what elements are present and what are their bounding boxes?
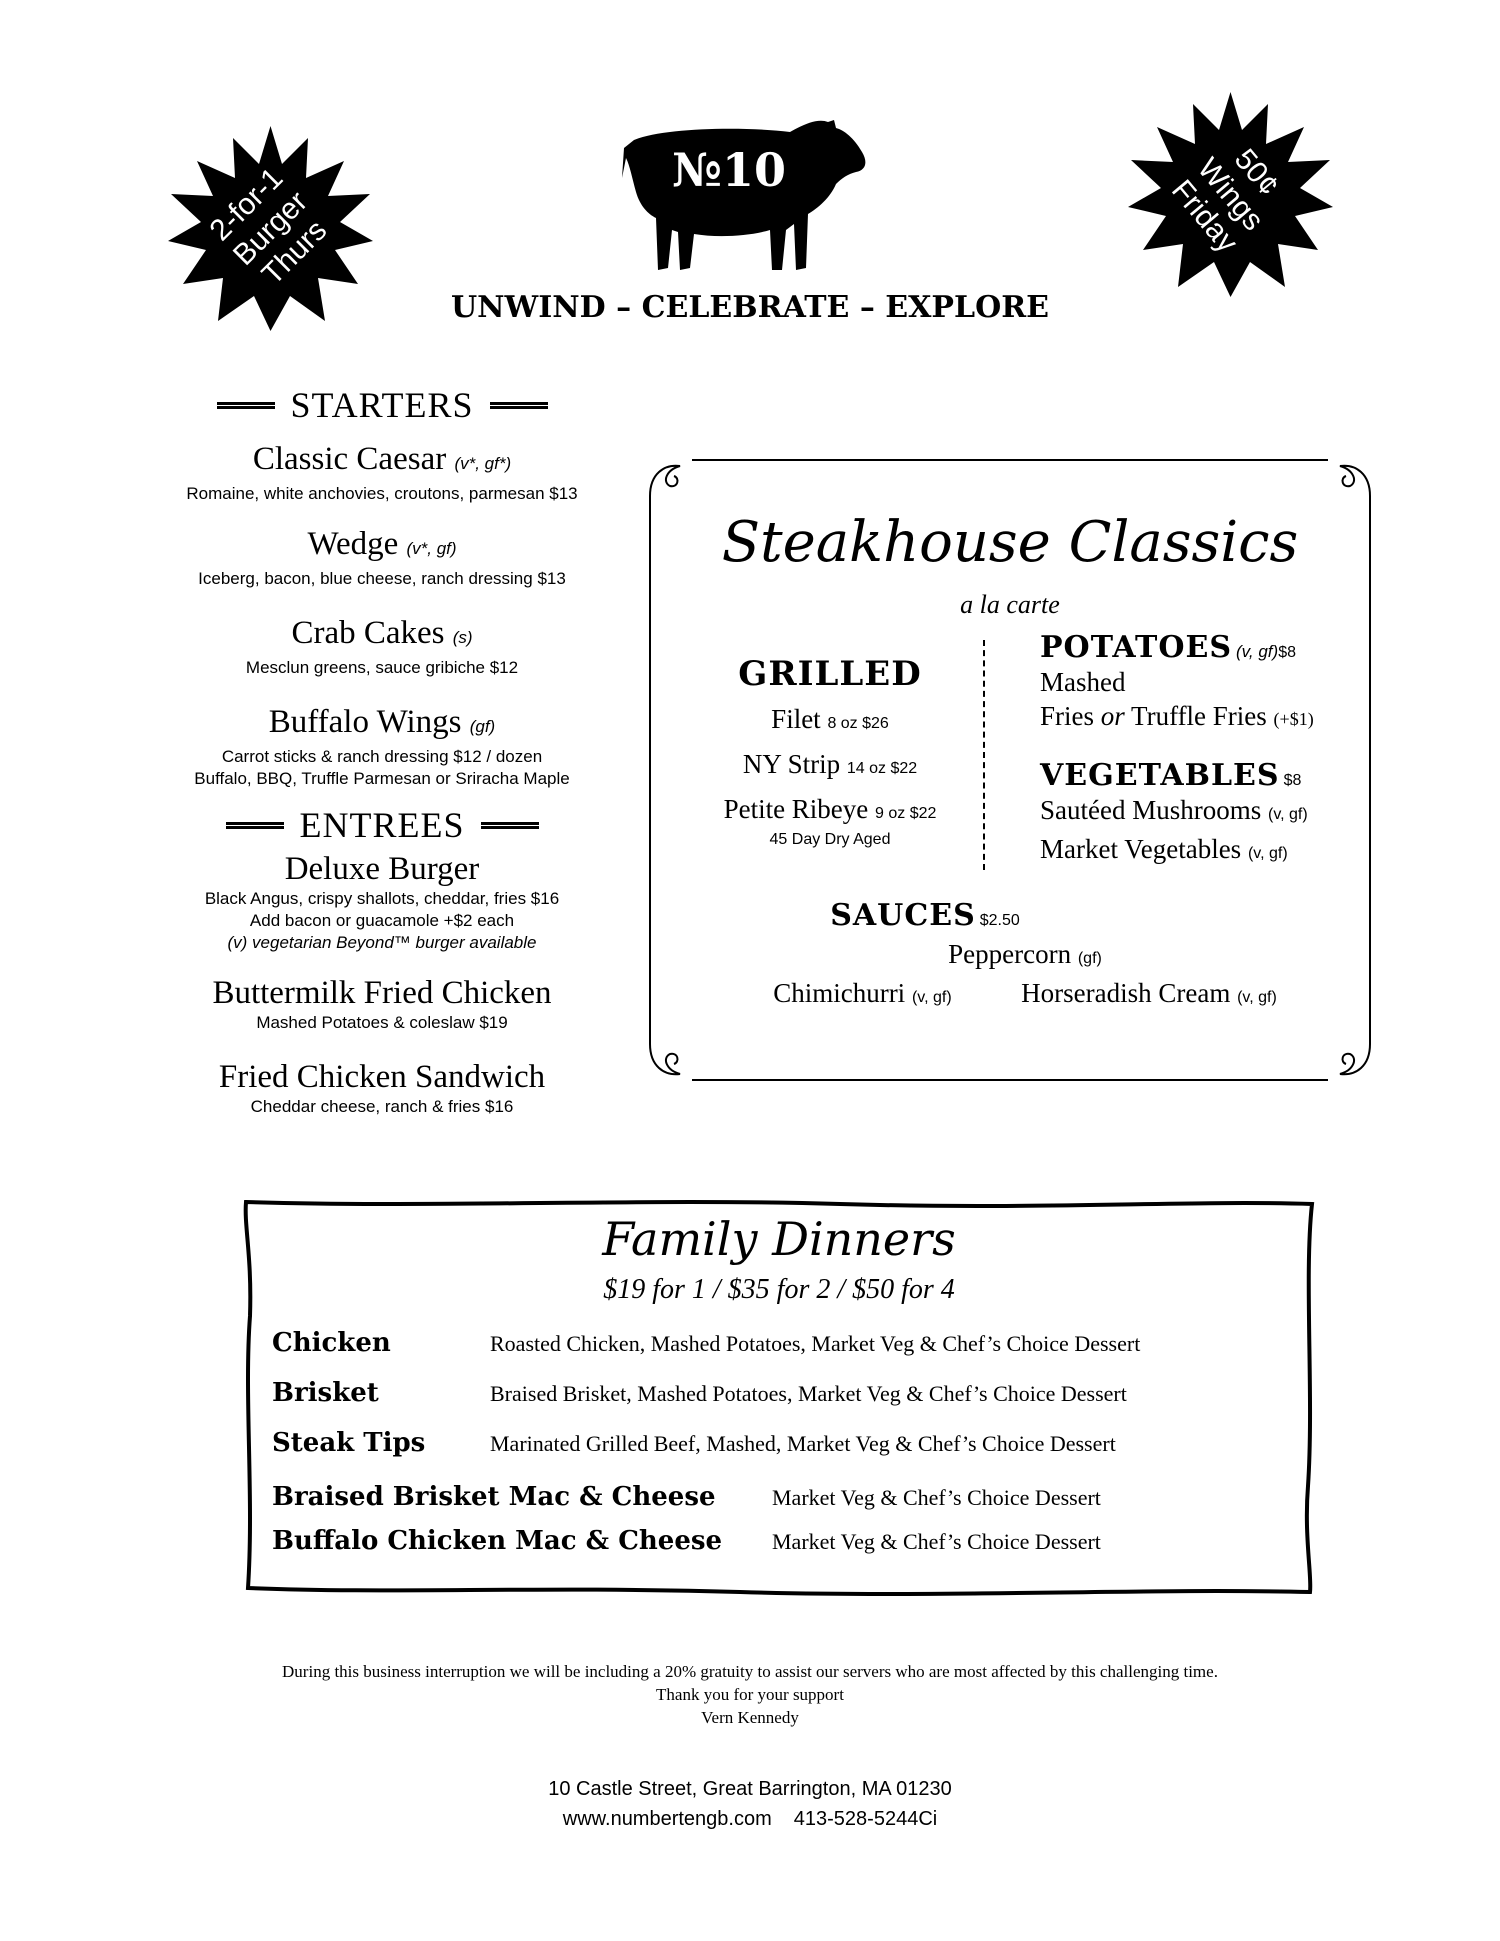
item-name: NY Strip (742, 749, 841, 779)
list-item (162, 1058, 602, 1118)
sauces-section (700, 898, 1350, 1015)
item-detail: 8 oz $26 (827, 715, 889, 732)
item-name: Market Vegetables (1040, 834, 1242, 864)
list-item (680, 702, 980, 741)
row-label: Chicken (272, 1328, 391, 1358)
item-desc: Add bacon or guacamole +$2 each (249, 911, 515, 930)
notice (150, 1660, 1350, 1729)
item-tag: (v, gf) (1236, 642, 1279, 661)
row-desc: Roasted Chicken, Mashed Potatoes, Market Veg & Chef’s Choice Dessert (490, 1331, 1141, 1356)
item-name: Classic Caesar (252, 441, 447, 477)
table-row (272, 1482, 1292, 1526)
steakhouse-subtitle: a la carte (960, 590, 1060, 619)
list-item (1021, 978, 1277, 1008)
divider (490, 402, 548, 409)
item-name: Truffle Fries (1131, 701, 1267, 731)
item-desc: Buffalo, BBQ, Truffle Parmesan or Sriracha Maple (194, 769, 570, 788)
potatoes-heading: POTATOES (1040, 630, 1232, 665)
item-tag: (s) (452, 628, 473, 647)
grilled-heading: GRILLED (738, 654, 922, 694)
notice-line: During this business interruption we will be including a 20% gratuity to assist our servers who are most affected by this challenging time. (282, 1662, 1218, 1681)
item-name: Chimichurri (773, 978, 906, 1008)
grilled-note: 45 Day Dry Aged (769, 831, 891, 848)
steakhouse-title: Steakhouse Classics (721, 510, 1299, 575)
item-name: Fries (1040, 701, 1094, 731)
item-desc: Carrot sticks & ranch dressing $12 / dozen (221, 747, 543, 766)
row-desc: Braised Brisket, Mashed Potatoes, Market Veg & Chef’s Choice Dessert (490, 1381, 1127, 1406)
item-desc: Iceberg, bacon, blue cheese, ranch dressing $13 (198, 569, 566, 588)
item-desc: Cheddar cheese, ranch & fries $16 (250, 1097, 514, 1116)
item-name: Deluxe Burger (284, 851, 480, 887)
item-tag: (v, gf) (1267, 806, 1308, 823)
item-tag: (v*, gf*) (454, 454, 512, 473)
item-tag: (v, gf) (1237, 989, 1277, 1006)
logo-text: №10 (671, 143, 786, 197)
item-name: Sautéed Mushrooms (1040, 795, 1262, 825)
list-item (162, 703, 602, 790)
row-label: Steak Tips (272, 1428, 426, 1458)
table-row (272, 1328, 1292, 1378)
list-item (700, 937, 1350, 976)
badge-right-text: 50¢ Wings Friday (1165, 142, 1286, 259)
potatoes-line-2 (1040, 699, 1370, 736)
badge-burger-thursday (168, 126, 373, 331)
divider (481, 822, 539, 829)
footer (300, 1774, 1200, 1834)
starters-section (162, 384, 602, 1118)
sauces-heading: SAUCES (830, 898, 976, 933)
grilled-section (680, 654, 980, 849)
starters-heading (162, 384, 602, 426)
item-desc: Black Angus, crispy shallots, cheddar, fries $16 (204, 889, 560, 908)
family-pricing: $19 for 1 / $35 for 2 / $50 for 4 (603, 1274, 955, 1305)
item-name: Filet (771, 704, 821, 734)
item-name: Fried Chicken Sandwich (218, 1059, 546, 1095)
potatoes-line-1: Mashed (1040, 667, 1126, 697)
family-list (272, 1328, 1292, 1570)
tagline: UNWIND – CELEBRATE – EXPLORE (450, 290, 1050, 325)
item-name: Wedge (307, 526, 399, 562)
item-tag: (v*, gf) (406, 539, 457, 558)
item-desc: Mashed Potatoes & coleslaw $19 (256, 1013, 508, 1032)
row-label: Buffalo Chicken Mac & Cheese (272, 1526, 723, 1556)
list-item (1040, 832, 1370, 871)
item-price: $2.50 (979, 912, 1020, 929)
badge-left-text: 2-for-1 Burger Thurs (203, 161, 333, 291)
item-tag: (gf) (1077, 950, 1102, 967)
entrees-title: ENTREES (299, 805, 465, 845)
entrees-heading (162, 804, 602, 846)
item-tag: (v, gf) (1247, 845, 1288, 862)
row-desc: Market Veg & Chef’s Choice Dessert (772, 1529, 1101, 1554)
footer-website[interactable]: www.numbertengb.com (562, 1808, 772, 1830)
column-divider (983, 640, 985, 870)
bull-logo (622, 118, 872, 280)
sauces-row (700, 976, 1350, 1015)
divider (226, 822, 284, 829)
table-row (272, 1378, 1292, 1428)
row-label: Brisket (272, 1378, 379, 1408)
item-name: Crab Cakes (291, 615, 445, 651)
item-tag: (gf) (469, 717, 496, 736)
item-detail: 14 oz $22 (846, 760, 918, 777)
item-desc: (v) vegetarian Beyond™ burger available (227, 933, 537, 952)
list-item (680, 747, 980, 786)
item-desc: Mesclun greens, sauce gribiche $12 (245, 658, 519, 677)
starters-title: STARTERS (290, 385, 474, 425)
item-name: Petite Ribeye (723, 794, 869, 824)
item-desc: Romaine, white anchovies, croutons, parmesan $13 (186, 484, 578, 503)
footer-address: 10 Castle Street, Great Barrington, MA 01230 (548, 1778, 952, 1800)
list-item (162, 974, 602, 1034)
footer-phone[interactable]: 413-528-5244Ci (793, 1808, 938, 1830)
item-detail: 9 oz $22 (875, 805, 937, 822)
badge-wings-friday (1128, 92, 1333, 297)
vegetables-heading: VEGETABLES (1040, 758, 1280, 793)
notice-signature: Vern Kennedy (701, 1708, 799, 1727)
table-row (272, 1428, 1292, 1482)
item-name: Peppercorn (948, 939, 1072, 969)
row-label: Braised Brisket Mac & Cheese (272, 1482, 716, 1512)
divider (217, 402, 275, 409)
item-name: Horseradish Cream (1021, 978, 1231, 1008)
or-text: or (1100, 701, 1125, 731)
family-title: Family Dinners (602, 1212, 956, 1266)
item-tag: (v, gf) (911, 989, 952, 1006)
item-price: $8 (1278, 644, 1296, 661)
item-name: Buttermilk Fried Chicken (212, 975, 552, 1011)
list-item (162, 440, 602, 505)
row-desc: Marinated Grilled Beef, Mashed, Market Veg & Chef’s Choice Dessert (490, 1431, 1116, 1456)
item-name: Buffalo Wings (268, 704, 462, 740)
item-extra: (+$1) (1273, 709, 1314, 729)
sides-section (1040, 630, 1370, 871)
list-item (1040, 793, 1370, 832)
table-row (272, 1526, 1292, 1570)
list-item (162, 614, 602, 679)
list-item (773, 978, 951, 1008)
item-price: $8 (1283, 772, 1302, 789)
row-desc: Market Veg & Chef’s Choice Dessert (772, 1485, 1101, 1510)
notice-line: Thank you for your support (656, 1685, 844, 1704)
list-item (162, 525, 602, 590)
list-item (680, 792, 980, 831)
